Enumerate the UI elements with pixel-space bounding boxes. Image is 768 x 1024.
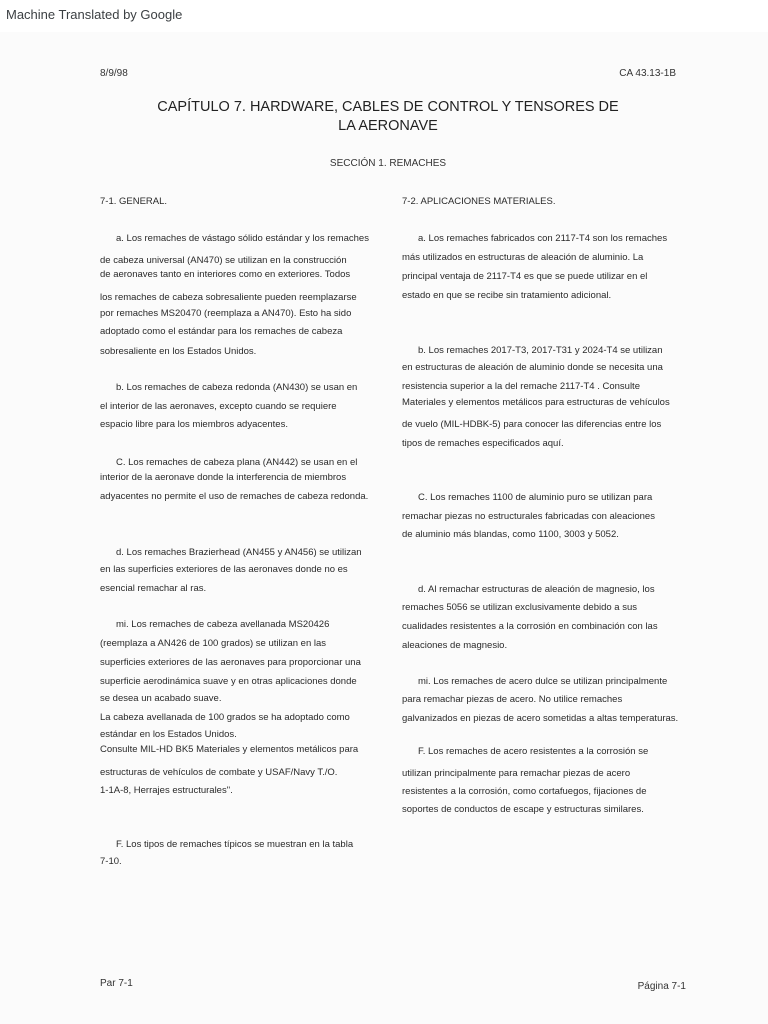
left-line: sobresaliente en los Estados Unidos. xyxy=(100,346,257,357)
translation-banner xyxy=(0,0,768,32)
left-line: La cabeza avellanada de 100 grados se ha adoptado como xyxy=(100,712,350,723)
banner-text: Machine Translated by Google xyxy=(6,7,183,22)
header-date: 8/9/98 xyxy=(100,68,128,79)
left-line: 7-10. xyxy=(100,856,122,867)
chapter-title-line-1: CAPÍTULO 7. HARDWARE, CABLES DE CONTROL Y TENSORES DE xyxy=(157,99,619,115)
right-line: C. Los remaches 1100 de aluminio puro se utilizan para xyxy=(418,492,653,503)
left-line: se desea un acabado suave. xyxy=(100,693,222,704)
left-line: a. Los remaches de vástago sólido estándar y los remaches xyxy=(116,233,369,244)
left-line: superficie aerodinámica suave y en otras aplicaciones donde xyxy=(100,676,357,687)
left-line: d. Los remaches Brazierhead (AN455 y AN456) se utilizan xyxy=(116,547,362,558)
left-line: superficies exteriores de las aeronaves para proporcionar una xyxy=(100,657,361,668)
right-line: estado en que se recibe sin tratamiento adicional. xyxy=(402,290,612,301)
section-title: SECCIÓN 1. REMACHES xyxy=(329,158,447,169)
right-line: cualidades resistentes a la corrosión en combinación con las xyxy=(402,621,658,632)
left-line: mi. Los remaches de cabeza avellanada MS20426 xyxy=(116,619,330,630)
right-line: a. Los remaches fabricados con 2117-T4 son los remaches xyxy=(418,233,668,244)
right-line: galvanizados en piezas de acero sometidas a altas temperaturas. xyxy=(402,713,679,724)
left-line: estándar en los Estados Unidos. xyxy=(100,729,237,740)
left-heading: 7-1. GENERAL. xyxy=(100,196,168,207)
left-line: adyacentes no permite el uso de remaches de cabeza redonda. xyxy=(100,491,369,502)
left-line: Consulte MIL-HD BK5 Materiales y elementos metálicos para xyxy=(100,744,359,755)
right-line: F. Los remaches de acero resistentes a la corrosión se xyxy=(418,746,649,757)
right-line: principal ventaja de 2117-T4 es que se puede utilizar en el xyxy=(402,271,648,282)
left-line: (reemplaza a AN426 de 100 grados) se utilizan en las xyxy=(100,638,327,649)
right-heading: 7-2. APLICACIONES MATERIALES. xyxy=(402,196,556,207)
right-line: más utilizados en estructuras de aleación de aluminio. La xyxy=(402,252,644,263)
left-line: los remaches de cabeza sobresaliente pueden reemplazarse xyxy=(100,292,357,303)
right-line: mi. Los remaches de acero dulce se utilizan principalmente xyxy=(418,676,668,687)
left-line: por remaches MS20470 (reemplaza a AN470). Esto ha sido xyxy=(100,308,352,319)
left-line: C. Los remaches de cabeza plana (AN442) se usan en el xyxy=(116,457,358,468)
document-page xyxy=(0,32,768,1024)
right-line: utilizan principalmente para remachar piezas de acero xyxy=(402,768,631,779)
left-line: F. Los tipos de remaches típicos se muestran en la tabla xyxy=(116,839,354,850)
right-line: para remachar piezas de acero. No utilice remaches xyxy=(402,694,623,705)
right-line: aleaciones de magnesio. xyxy=(402,640,508,651)
right-line: de aluminio más blandas, como 1100, 3003 y 5052. xyxy=(402,529,619,540)
right-line: resistencia superior a la del remache 2117-T4 . Consulte xyxy=(402,381,640,392)
right-line: b. Los remaches 2017-T3, 2017-T31 y 2024-T4 se utilizan xyxy=(418,345,663,356)
left-line: b. Los remaches de cabeza redonda (AN430) se usan en xyxy=(116,382,358,393)
left-line: estructuras de vehículos de combate y USAF/Navy T./O. xyxy=(100,767,338,778)
right-line: soportes de conductos de escape y estructuras similares. xyxy=(402,804,644,815)
chapter-title xyxy=(100,98,676,136)
right-line: remaches 5056 se utilizan exclusivamente debido a sus xyxy=(402,602,637,613)
left-line: interior de la aeronave donde la interferencia de miembros xyxy=(100,472,347,483)
right-line: remachar piezas no estructurales fabricadas con aleaciones xyxy=(402,511,655,522)
left-line: el interior de las aeronaves, excepto cuando se requiere xyxy=(100,401,337,412)
left-line: de aeronaves tanto en interiores como en exteriores. Todos xyxy=(100,269,351,280)
left-line: 1-1A-8, Herrajes estructurales". xyxy=(100,785,233,796)
right-line: d. Al remachar estructuras de aleación de magnesio, los xyxy=(418,584,655,595)
footer-paragraph: Par 7-1 xyxy=(100,978,133,989)
left-line: en las superficies exteriores de las aeronaves donde no es xyxy=(100,564,348,575)
right-line: en estructuras de aleación de aluminio donde se necesita una xyxy=(402,362,663,373)
footer-page-number: Página 7-1 xyxy=(637,981,686,992)
right-line: tipos de remaches especificados aquí. xyxy=(402,438,564,449)
left-line: de cabeza universal (AN470) se utilizan en la construcción xyxy=(100,255,347,266)
right-line: de vuelo (MIL-HDBK-5) para conocer las diferencias entre los xyxy=(402,419,662,430)
left-line: adoptado como el estándar para los remaches de cabeza xyxy=(100,326,343,337)
right-line: Materiales y elementos metálicos para estructuras de vehículos xyxy=(402,397,670,408)
header-doc-id: CA 43.13-1B xyxy=(619,68,676,79)
left-line: esencial remachar al ras. xyxy=(100,583,207,594)
right-line: resistentes a la corrosión, como cortafuegos, fijaciones de xyxy=(402,786,647,797)
chapter-title-line-2: LA AERONAVE xyxy=(338,118,438,134)
left-line: espacio libre para los miembros adyacentes. xyxy=(100,419,288,430)
